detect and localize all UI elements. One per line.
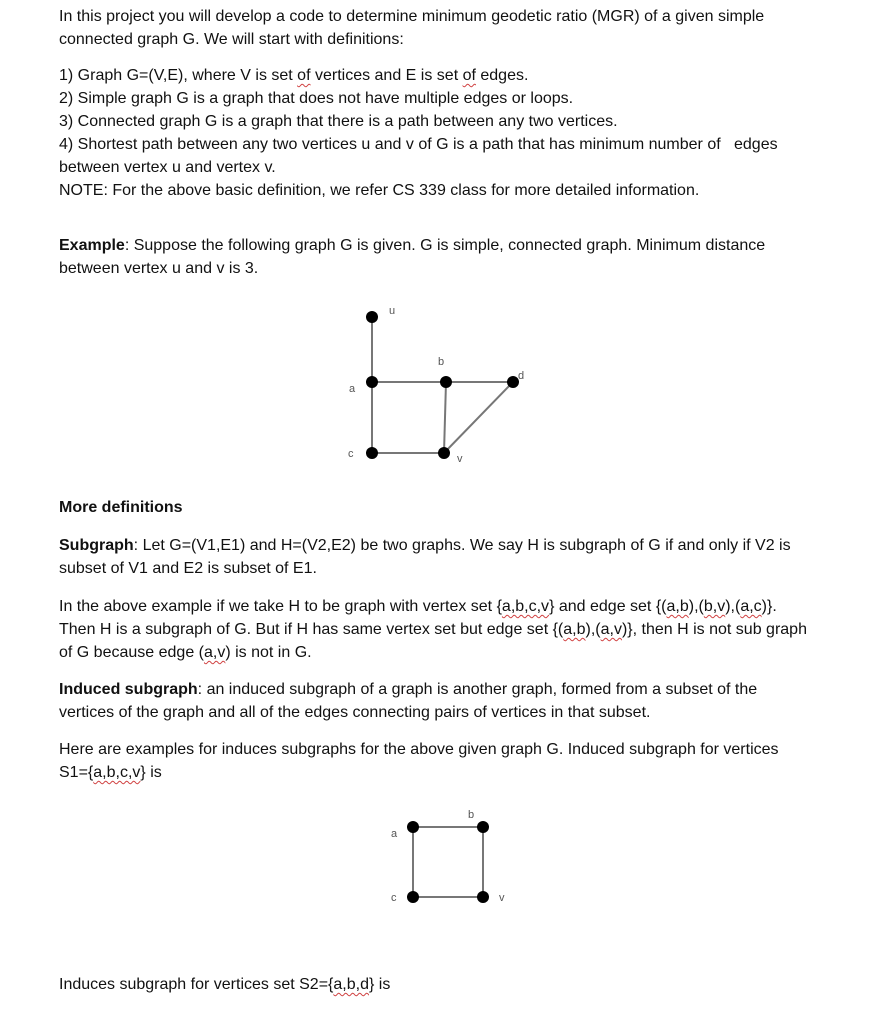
induced-example-paragraph: Here are examples for induces subgraphs for the above given graph G. Induced subgraph for vertices S1={a,b,c,v} is	[59, 741, 779, 781]
intro-paragraph	[59, 5, 849, 51]
vertex-c	[407, 891, 419, 903]
vertex-b	[477, 821, 489, 833]
vertex-a	[407, 821, 419, 833]
vertex-c	[366, 447, 378, 459]
definitions-note: NOTE: For the above basic definition, we refer CS 339 class for more detailed information.	[59, 182, 700, 199]
definitions-list	[59, 64, 849, 202]
subgraph-example: In the above example if we take H to be graph with vertex set {a,b,c,v} and edge set {(a,b),(b,v),(a,c)}. Then H is a subgraph of G. But if H has same vertex set but edge set {(a,b),(a,v)}, then H is not sub graph of G because edge (a,v) is not in G.	[59, 598, 807, 661]
label-b: b	[468, 809, 475, 821]
spell-flag: of	[297, 67, 311, 84]
graph-g-diagram	[340, 300, 540, 470]
spell-flag: a,b,d	[333, 976, 369, 993]
induced-subgraph-s1-diagram	[385, 805, 525, 915]
intro-line-2: connected graph G. We will start with definitions:	[59, 31, 404, 48]
vertex-b	[440, 376, 452, 388]
vertex-a	[366, 376, 378, 388]
subgraph-definition: Subgraph: Let G=(V1,E1) and H=(V2,E2) be two graphs. We say H is subgraph of G if and only if V2 is subset of V1 and E2 is subset of E1.	[59, 537, 791, 577]
example-paragraph: Example: Suppose the following graph G is given. G is simple, connected graph. Minimum distance between vertex u and v is 3.	[59, 237, 766, 277]
spell-flag: of	[462, 67, 476, 84]
label-v: v	[457, 453, 463, 465]
vertex-v	[438, 447, 450, 459]
spell-flag: a,b	[563, 621, 586, 638]
definition-4-line-1: 4) Shortest path between any two vertices u and v of G is a path that has minimum number of edges	[59, 136, 778, 153]
label-u: u	[389, 305, 396, 317]
spell-flag: a,v	[600, 621, 622, 638]
more-definitions-heading: More definitions	[59, 499, 183, 516]
label-c: c	[348, 448, 354, 460]
spell-flag: a,b,c,v	[501, 598, 550, 615]
label-c: c	[391, 892, 397, 904]
induced-subgraph-label: Induced subgraph	[59, 681, 198, 698]
label-a: a	[391, 828, 398, 840]
example-label: Example	[59, 237, 125, 254]
label-b: b	[438, 356, 445, 368]
spell-flag: a,b	[666, 598, 689, 615]
induced-s2-paragraph: Induces subgraph for vertices set S2={a,b,d} is	[59, 976, 391, 993]
spell-flag: b,v	[703, 598, 726, 615]
vertex-v	[477, 891, 489, 903]
spell-flag: a,c	[740, 598, 762, 615]
vertex-u	[366, 311, 378, 323]
definition-4-line-2: between vertex u and vertex v.	[59, 159, 276, 176]
definition-2: 2) Simple graph G is a graph that does not have multiple edges or loops.	[59, 90, 574, 107]
label-a: a	[349, 383, 356, 395]
subgraph-label: Subgraph	[59, 537, 134, 554]
label-d: d	[518, 370, 525, 382]
label-v: v	[499, 892, 505, 904]
spell-flag: a,b,c,v	[93, 764, 141, 781]
intro-line-1: In this project you will develop a code to determine minimum geodetic ratio (MGR) of a given simple	[59, 8, 765, 25]
spell-flag: a,v	[203, 644, 226, 661]
edge-v-d	[444, 382, 513, 453]
definition-3: 3) Connected graph G is a graph that there is a path between any two vertices.	[59, 113, 618, 130]
induced-subgraph-definition: Induced subgraph: an induced subgraph of a graph is another graph, formed from a subset of the vertices of the graph and all of the edges connecting pairs of vertices in that subset.	[59, 681, 758, 721]
definition-1: 1) Graph G=(V,E), where V is set of vertices and E is set of edges.	[59, 67, 529, 84]
edge-b-v	[444, 382, 446, 453]
